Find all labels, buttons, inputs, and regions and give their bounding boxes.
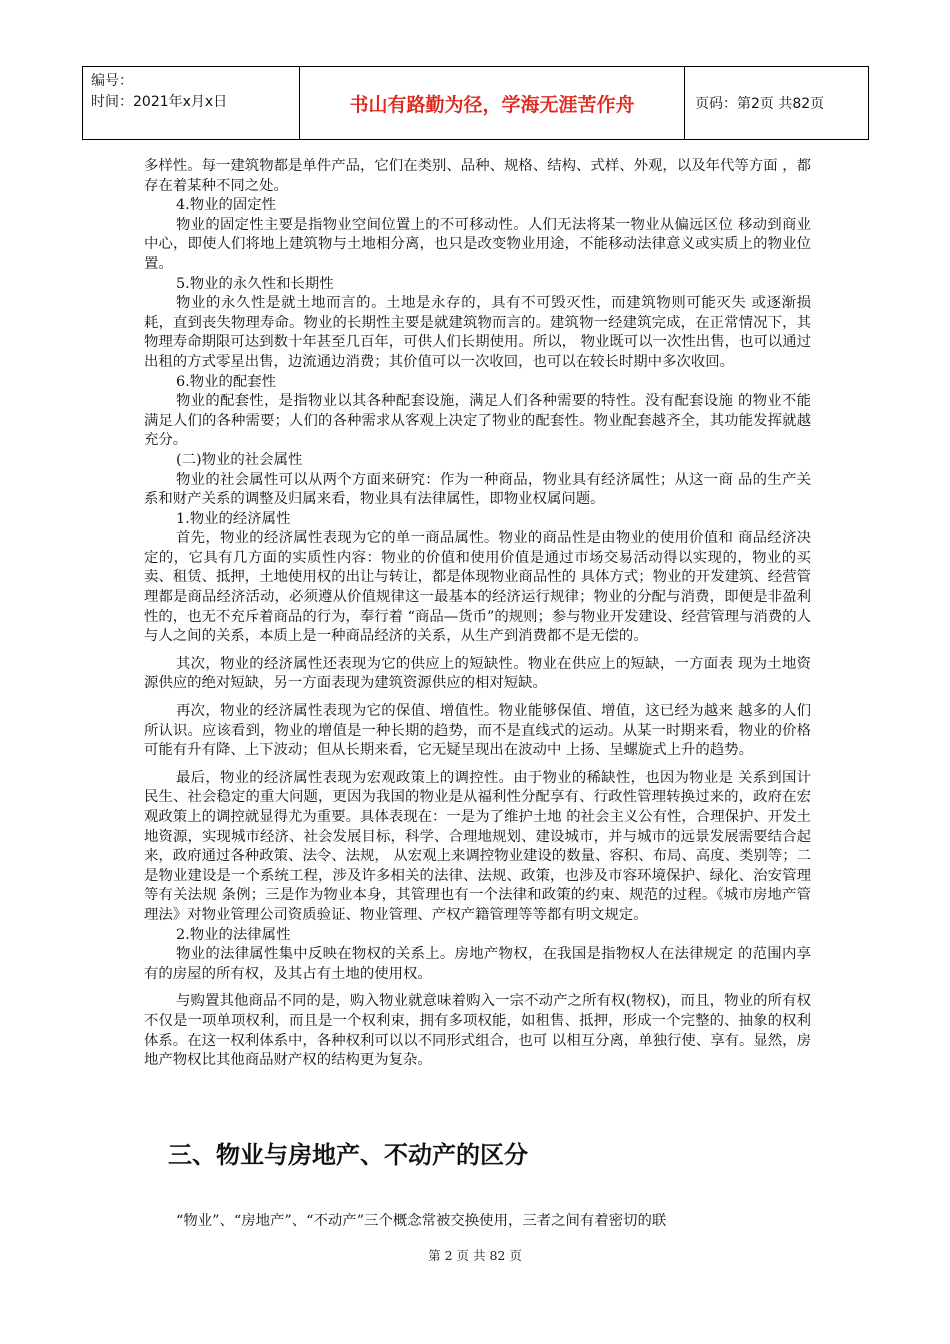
header-motto: 书山有路勤为径，学海无涯苦作舟 bbox=[300, 67, 685, 139]
header-page-info: 页码：第2页 共82页 bbox=[695, 96, 825, 112]
paragraph: 多样性。每一建筑物都是单件产品，它们在类别、品种、规格、结构、式样、外观，以及年代等方面 ，都存在着某种不同之处。 bbox=[144, 158, 811, 194]
paragraph: 再次，物业的经济属性表现为它的保值、增值性。物业能够保值、增值，这已经为越来 越多的人们所认识。应该看到，物业的增值是一种长期的趋势，而不是直线式的运动。从某一时期来看，物业的价格可能有升有降、上下波动；但从长期来看，它无疑呈现出在波动中 上扬、呈螺旋式上升的趋势。 bbox=[144, 703, 811, 759]
paragraph: 最后，物业的经济属性表现为宏观政策上的调控性。由于物业的稀缺性，也因为物业是 关系到国计民生、社会稳定的重大问题，更因为我国的物业是从福利性分配享有、行政性管理转换过来的，政府在宏观政策上的调控就显得尤为重要。具体表现在：一是为了维护土地 的社会主义公有性，合理保护、开发土地资源，实现城市经济、社会发展目标，科学、合理地规划、建设城市，并与城市的远景发展需要结合起来，政府通过各种政策、法令、法规， 从宏观上来调控物业建设的数量、容积、布局、高度、类别等；二是物业建设是一个系统工程，涉及许多相关的法律、法规、政策，也涉及市容环境保护、绿化、治安管理等有关法规 条例；三是作为物业本身，其管理也有一个法律和政策的约束、规范的过程。《城市房地产管理法》对物业管理公司资质验证、物业管理、产权产籍管理等等都有明文规定。 bbox=[144, 769, 811, 923]
paragraph: 物业的法律属性集中反映在物权的关系上。房地产物权，在我国是指物权人在法律规定 的范围内享有的房屋的所有权，及其占有土地的使用权。 bbox=[144, 946, 811, 982]
paragraph: 物业的固定性主要是指物业空间位置上的不可移动性。人们无法将某一物业从偏远区位 移动到商业中心，即使人们将地上建筑物与土地相分离，也只是改变物业用途，不能移动法律意义或实质上的物业位置。 bbox=[144, 216, 811, 272]
paragraph: 其次，物业的经济属性还表现为它的供应上的短缺性。物业在供应上的短缺，一方面表 现为土地资源供应的绝对短缺，另一方面表现为建筑资源供应的相对短缺。 bbox=[144, 655, 811, 692]
paragraph: 物业的配套性，是指物业以其各种配套设施，满足人们各种需要的特性。没有配套设施 的物业不能满足人们的各种需要；人们的各种需求从客观上决定了物业的配套性。物业配套越齐全，其功能发挥就越充分。 bbox=[144, 393, 811, 449]
paragraph: 4.物业的固定性 bbox=[176, 197, 277, 214]
paragraph: 与购置其他商品不同的是，购入物业就意味着购入一宗不动产之所有权(物权)，而且，物业的所有权不仅是一项单项权利，而且是一个权利束，拥有多项权能，如租售、抵押，形成一个完整的、抽象的权利体系。在这一权利体系中，各种权利可以以不同形式组合，也可 以相互分离，单独行使、享有。显然，房地产物权比其他商品财产权的结构更为复杂。 bbox=[144, 993, 811, 1069]
paragraph: 5.物业的永久性和长期性 bbox=[176, 275, 334, 292]
page-footer: 第 2 页 共 82 页 bbox=[428, 1248, 522, 1263]
code-label: 编号： bbox=[91, 73, 133, 89]
paragraph: 首先，物业的经济属性表现为它的单一商品属性。物业的商品性是由物业的使用价值和 商品经济决定的，它具有几方面的实质性内容：物业的价值和使用价值是通过市场交易活动得以实现的，物业的买卖、租赁、抵押，土地使用权的出让与转让，都是体现物业商品性的 具体方式；物业的开发建筑、经营管理都是商品经济活动，必须遵从价值规律这一最基本的经济运行规律；物业的分配与消费，即便是非盈利性的，也无不充斥着商品的行为，奉行着 “商品—货币”的规则；参与物业开发建设、经营管理与消费的人与人之间的关系，本质上是一种商品经济的关系，从生产到消费都不是无偿的。 bbox=[144, 530, 811, 645]
paragraph: 1.物业的经济属性 bbox=[176, 510, 291, 527]
paragraph: 2.物业的法律属性 bbox=[176, 926, 291, 943]
body-text bbox=[144, 157, 811, 1071]
paragraph: 物业的永久性是就土地而言的。土地是永存的，具有不可毁灭性，而建筑物则可能灭失 或逐渐损耗，直到丧失物理寿命。物业的长期性主要是就建筑物而言的。建筑物一经建筑完成，在正常情况下，其物理寿命期限可达到数十年甚至几百年，可供人们长期使用。所以， 物业既可以一次性出售，也可以通过出租的方式零星出售，边流通边消费；其价值可以一次收回，也可以在较长时期中多次收回。 bbox=[144, 295, 811, 370]
paragraph: (二)物业的社会属性 bbox=[176, 451, 303, 468]
paragraph: 物业的社会属性可以从两个方面来研究：作为一种商品，物业具有经济属性；从这一商 品的生产关系和财产关系的调整及归属来看，物业具有法律属性，即物业权属问题。 bbox=[144, 471, 811, 508]
header-table bbox=[82, 66, 869, 140]
paragraph: 6.物业的配套性 bbox=[176, 373, 277, 390]
tail-paragraph: “物业”、“房地产”、“不动产”三个概念常被交换使用，三者之间有着密切的联 bbox=[176, 1213, 667, 1229]
time-label: 时间：2021年x月x日 bbox=[91, 94, 228, 110]
section-heading: 三、物业与房地产、不动产的区分 bbox=[168, 1141, 528, 1169]
header-meta bbox=[83, 67, 300, 139]
